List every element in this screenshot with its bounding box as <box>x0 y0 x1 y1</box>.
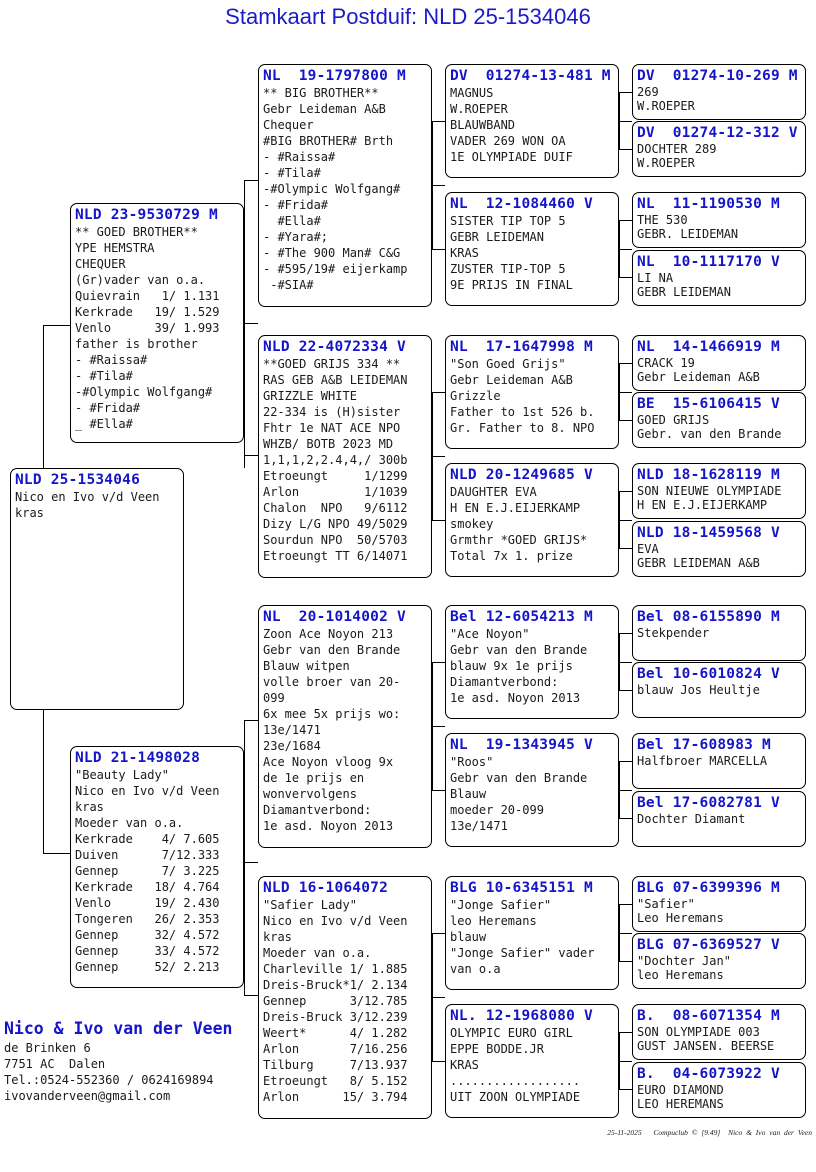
great-grandparent-card[interactable] <box>445 192 619 306</box>
ring-number: NLD 25-1534046 <box>15 472 141 488</box>
pigeon-info-line: Moeder van o.a. <box>75 816 184 830</box>
pigeon-info-line: Nico en Ivo v/d Veen <box>263 914 408 928</box>
pigeon-info-line: .................. <box>450 1074 581 1088</box>
connector-line <box>619 92 632 93</box>
pigeon-info-line: GEBR. LEIDEMAN <box>637 227 739 241</box>
pigeon-info-line: "Jonge Safier" <box>450 898 552 912</box>
pigeon-info-line: 13e/1471 <box>450 819 508 833</box>
pigeon-info-line: DAUGHTER EVA <box>450 485 537 499</box>
connector-line <box>619 363 620 420</box>
connector-line <box>43 710 44 853</box>
pigeon-info-line: Venlo 39/ 1.993 <box>75 321 220 335</box>
pigeon-info-line: DOCHTER 289 <box>637 142 717 156</box>
connector-line <box>619 818 632 819</box>
pigeon-info-line: "Ace Noyon" <box>450 627 530 641</box>
pigeon-info-line: father is brother <box>75 337 198 351</box>
pigeon-info-line: Grizzle <box>450 389 501 403</box>
connector-line <box>619 690 632 691</box>
great-great-grandparent-card[interactable] <box>632 392 806 448</box>
connector-line <box>432 392 445 393</box>
connector-line <box>619 392 632 393</box>
pigeon-info-line: EPPE BODDE.JR <box>450 1042 544 1056</box>
pigeon-info-line: - #Raissa# <box>263 150 336 164</box>
connector-line <box>432 726 445 727</box>
great-grandparent-card[interactable] <box>445 463 619 577</box>
ring-number: NL 14-1466919 M <box>637 339 780 355</box>
pigeon-info-line: Arlon 15/ 3.794 <box>263 1090 408 1104</box>
pigeon-info-line: leo Heremans <box>637 968 724 982</box>
pigeon-info-line: KRAS <box>450 246 479 260</box>
footer-software: Compuclub © [9.49] <box>653 1128 721 1137</box>
pigeon-info-line: Gennep 32/ 4.572 <box>75 928 220 942</box>
pigeon-info-line: ZUSTER TIP-TOP 5 <box>450 262 566 276</box>
pigeon-info-line: Tongeren 26/ 2.353 <box>75 912 220 926</box>
connector-line <box>432 662 433 790</box>
pigeon-info-line: kras <box>15 506 44 520</box>
pigeon-info-line: 22-334 is (H)sister <box>263 405 401 419</box>
ring-number: Bel 17-6082781 V <box>637 795 780 811</box>
ring-number: BLG 10-6345151 M <box>450 880 593 896</box>
connector-line <box>432 997 445 998</box>
pigeon-info-line: - #595/19# eijerkamp <box>263 262 408 276</box>
pigeon-info-line: Gennep 7/ 3.225 <box>75 864 220 878</box>
great-grandparent-card[interactable] <box>445 335 619 449</box>
pigeon-info-line: "Roos" <box>450 755 494 769</box>
pigeon-info-line: Nico en Ivo v/d Veen <box>15 490 160 504</box>
great-grandparent-card[interactable] <box>445 876 619 990</box>
pigeon-info-line: Moeder van o.a. <box>263 946 372 960</box>
pigeon-info-line: Diamantverbond: <box>450 675 559 689</box>
connector-line <box>432 121 433 249</box>
pigeon-info-line: 1e asd. Noyon 2013 <box>263 819 394 833</box>
connector-line <box>244 862 258 863</box>
pigeon-info-line: OLYMPIC EURO GIRL <box>450 1026 573 1040</box>
footer-date: 25-11-2025 <box>607 1128 642 1137</box>
ring-number: NLD 22-4072334 V <box>263 339 406 355</box>
ring-number: NL 20-1014002 V <box>263 609 406 625</box>
ring-number: NLD 21-1498028 <box>75 750 201 766</box>
pigeon-info-line: Venlo 19/ 2.430 <box>75 896 220 910</box>
connector-line <box>619 420 632 421</box>
great-grandparent-card[interactable] <box>445 605 619 719</box>
connector-line <box>244 323 258 324</box>
ring-number: DV 01274-10-269 M <box>637 68 798 84</box>
page-title: Stamkaart Postduif: NLD 25-1534046 <box>225 4 591 29</box>
pigeon-info-line: wonvervolgens <box>263 787 357 801</box>
connector-line <box>432 1061 445 1062</box>
ring-number: DV 01274-13-481 M <box>450 68 611 84</box>
pigeon-info-line: GEBR LEIDEMAN A&B <box>637 556 760 570</box>
pigeon-info-line: Gebr Leideman A&B <box>637 370 760 384</box>
pigeon-info-line: VADER 269 WON OA <box>450 134 566 148</box>
owner-email[interactable]: ivovanderveen@gmail.com <box>4 1089 171 1103</box>
ring-number: Bel 08-6155890 M <box>637 609 780 625</box>
pigeon-info-line: Dreis-Bruck*1/ 2.134 <box>263 978 408 992</box>
pigeon-info-line: GEBR LEIDEMAN <box>637 285 731 299</box>
connector-line <box>619 662 632 663</box>
pigeon-info-line: Dizy L/G NPO 49/5029 <box>263 517 408 531</box>
owner-name: Nico & Ivo van der Veen <box>4 1019 233 1038</box>
footer <box>607 1128 812 1137</box>
pigeon-info-line: ** BIG BROTHER** <box>263 86 379 100</box>
great-great-grandparent-card[interactable] <box>632 662 806 718</box>
great-great-grandparent-card[interactable] <box>632 933 806 989</box>
ring-number: NLD 16-1064072 <box>263 880 389 896</box>
connector-line <box>619 1089 632 1090</box>
connector-line <box>619 761 620 818</box>
great-great-grandparent-card[interactable] <box>632 733 806 789</box>
pigeon-info-line: KRAS <box>450 1058 479 1072</box>
pigeon-info-line: de 1e prijs en <box>263 771 365 785</box>
connector-line <box>244 995 258 996</box>
pigeon-info-line: 1,1,1,2,2.4,4,/ 300b <box>263 453 408 467</box>
connector-line <box>619 548 632 549</box>
pigeon-info-line: van o.a <box>450 962 501 976</box>
pigeon-info-line: - #Yara#; <box>263 230 329 244</box>
ring-number: BLG 07-6369527 V <box>637 937 780 953</box>
pigeon-info-line: -#Olympic Wolfgang# <box>263 182 401 196</box>
grandparent-card[interactable] <box>258 64 432 307</box>
pigeon-info-line: Gebr. van den Brande <box>637 427 782 441</box>
ring-number: Bel 10-6010824 V <box>637 666 780 682</box>
pigeon-info-line: Etroeungt 8/ 5.152 <box>263 1074 408 1088</box>
ring-number: BE 15-6106415 V <box>637 396 780 412</box>
great-great-grandparent-card[interactable] <box>632 250 806 306</box>
pigeon-info-line: CHEQUER <box>75 257 126 271</box>
pigeon-info-line: #Ella# <box>263 214 321 228</box>
pigeon-info-line: Tilburg 7/13.937 <box>263 1058 408 1072</box>
ring-number: NL. 12-1968080 V <box>450 1008 593 1024</box>
ring-number: NLD 18-1628119 M <box>637 467 780 483</box>
owner-phone: Tel.:0524-552360 / 0624169894 <box>4 1073 214 1087</box>
pigeon-info-line: "Safier" <box>637 897 695 911</box>
pigeon-info-line: W.ROEPER <box>450 102 508 116</box>
great-great-grandparent-card[interactable] <box>632 521 806 577</box>
pigeon-info-line: Nico en Ivo v/d Veen <box>75 784 220 798</box>
pigeon-info-line: MAGNUS <box>450 86 494 100</box>
pigeon-info-line: Blauw witpen <box>263 659 350 673</box>
pigeon-info-line: "Dochter Jan" <box>637 954 731 968</box>
pigeon-info-line: BLAUWBAND <box>450 118 516 132</box>
ring-number: NL 19-1343945 V <box>450 737 593 753</box>
great-great-grandparent-card[interactable] <box>632 1004 806 1060</box>
pigeon-info-line: Kerkrade 19/ 1.529 <box>75 305 220 319</box>
connector-line <box>244 720 245 995</box>
pigeon-info-line: Gr. Father to 8. NPO <box>450 421 595 435</box>
ring-number: NL 19-1797800 M <box>263 68 406 84</box>
grandparent-card[interactable] <box>258 605 432 848</box>
ring-number: NLD 18-1459568 V <box>637 525 780 541</box>
pigeon-info-line: YPE HEMSTRA <box>75 241 155 255</box>
pigeon-info-line: LEO HEREMANS <box>637 1097 724 1111</box>
pigeon-info-line: SON OLYMPIADE 003 <box>637 1025 760 1039</box>
great-great-grandparent-card[interactable] <box>632 605 806 661</box>
connector-line <box>619 904 620 961</box>
connector-line <box>43 853 70 854</box>
pigeon-info-line: Weert* 4/ 1.282 <box>263 1026 408 1040</box>
great-grandparent-card[interactable] <box>445 733 619 847</box>
pigeon-info-line: (Gr)vader van o.a. <box>75 273 206 287</box>
pigeon-info-line: blauw 9x 1e prijs <box>450 659 573 673</box>
great-grandparent-card[interactable] <box>445 64 619 178</box>
connector-line <box>619 761 632 762</box>
pigeon-info-line: WHZB/ BOTB 2023 MD <box>263 437 394 451</box>
pigeon-info-line: Blauw <box>450 787 487 801</box>
great-great-grandparent-card[interactable] <box>632 463 806 519</box>
pigeon-info-line: Leo Heremans <box>637 911 724 925</box>
pigeon-info-line: #BIG BROTHER# Brth <box>263 134 394 148</box>
pigeon-info-line: kras <box>263 930 292 944</box>
ring-number: NL 12-1084460 V <box>450 196 593 212</box>
connector-line <box>619 491 632 492</box>
ring-number: NL 17-1647998 M <box>450 339 593 355</box>
pigeon-info-line: LI NA <box>637 271 674 285</box>
pigeon-info-line: Diamantverbond: <box>263 803 372 817</box>
pigeon-info-line: EVA <box>637 542 659 556</box>
pigeon-info-line: "Beauty Lady" <box>75 768 169 782</box>
connector-line <box>432 456 445 457</box>
footer-owner: Nico & Ivo van der Veen <box>728 1128 812 1137</box>
owner-info <box>4 1018 232 1104</box>
pigeon-info-line: smokey <box>450 517 494 531</box>
owner-address: de Brinken 6 <box>4 1041 91 1055</box>
pigeon-info-line: moeder 20-099 <box>450 803 544 817</box>
connector-line <box>619 220 632 221</box>
pigeon-info-line: Gebr van den Brande <box>450 643 588 657</box>
pigeon-info-line: Fhtr 1e NAT ACE NPO <box>263 421 401 435</box>
pigeon-info-line: Gennep 52/ 2.213 <box>75 960 220 974</box>
pigeon-info-line: Dreis-Bruck 3/12.239 <box>263 1010 408 1024</box>
connector-line <box>619 790 632 791</box>
pigeon-info-line: GUST JANSEN. BEERSE <box>637 1039 775 1053</box>
pigeon-info-line: Gennep 3/12.785 <box>263 994 408 1008</box>
pigeon-info-line: UIT ZOON OLYMPIADE <box>450 1090 581 1104</box>
pigeon-info-line: kras <box>75 800 104 814</box>
pigeon-info-line: Sourdun NPO 50/5703 <box>263 533 408 547</box>
pigeon-info-line: ** GOED BROTHER** <box>75 225 198 239</box>
connector-line <box>432 933 433 1061</box>
ring-number: NL 11-1190530 M <box>637 196 780 212</box>
connector-line <box>244 180 245 456</box>
pigeon-info-line: Father to 1st 526 b. <box>450 405 595 419</box>
connector-line <box>244 180 258 181</box>
pigeon-info-line: 23e/1684 <box>263 739 321 753</box>
connector-line <box>619 363 632 364</box>
pigeon-info-line: volle broer van 20- <box>263 675 401 689</box>
ring-number: B. 08-6071354 M <box>637 1008 780 1024</box>
pigeon-info-line: Ace Noyon vloog 9x <box>263 755 394 769</box>
pigeon-info-line: RAS GEB A&B LEIDEMAN <box>263 373 408 387</box>
pigeon-info-line: blauw <box>450 930 487 944</box>
pigeon-info-line: Gebr Leideman A&B <box>450 373 573 387</box>
pigeon-info-line: - #Frida# <box>263 198 329 212</box>
pigeon-info-line: Dochter Diamant <box>637 812 746 826</box>
pigeon-info-line: SISTER TIP TOP 5 <box>450 214 566 228</box>
father-card[interactable] <box>70 203 244 443</box>
pigeon-info-line: Etroeungt 1/1299 <box>263 469 408 483</box>
pigeon-info-line: blauw Jos Heultje <box>637 683 760 697</box>
pigeon-info-line: _ #Ella# <box>75 417 133 431</box>
pigeon-info-line: Kerkrade 18/ 4.764 <box>75 880 220 894</box>
great-great-grandparent-card[interactable] <box>632 64 806 120</box>
pigeon-info-line: W.ROEPER <box>637 99 695 113</box>
ring-number: NLD 20-1249685 V <box>450 467 593 483</box>
pigeon-info-line: Chequer <box>263 118 314 132</box>
connector-line <box>244 455 258 456</box>
pigeon-info-line: Zoon Ace Noyon 213 <box>263 627 394 641</box>
pigeon-info-line: Kerkrade 4/ 7.605 <box>75 832 220 846</box>
connector-line <box>432 392 433 520</box>
connector-line <box>43 325 70 326</box>
pigeon-info-line: "Son Goed Grijs" <box>450 357 566 371</box>
pigeon-info-line: Total 7x 1. prize <box>450 549 573 563</box>
great-great-grandparent-card[interactable] <box>632 791 806 847</box>
connector-line <box>619 92 620 149</box>
grandparent-card[interactable] <box>258 335 432 578</box>
connector-line <box>619 933 632 934</box>
ring-number: NL 10-1117170 V <box>637 254 780 270</box>
pigeon-info-line: Gebr van den Brande <box>263 643 401 657</box>
pigeon-info-line: THE 530 <box>637 213 688 227</box>
pigeon-info-line: W.ROEPER <box>637 156 695 170</box>
connector-line <box>619 961 632 962</box>
connector-line <box>619 149 632 150</box>
connector-line <box>43 325 44 469</box>
pigeon-info-line: H EN E.J.EIJERKAMP <box>450 501 581 515</box>
pigeon-info-line: Quievrain 1/ 1.131 <box>75 289 220 303</box>
pigeon-info-line: EURO DIAMOND <box>637 1083 724 1097</box>
pigeon-info-line: - #Tila# <box>263 166 321 180</box>
pigeon-info-line: - #The 900 Man# C&G <box>263 246 401 260</box>
pigeon-info-line: SON NIEUWE OLYMPIADE <box>637 484 782 498</box>
ring-number: BLG 07-6399396 M <box>637 880 780 896</box>
great-great-grandparent-card[interactable] <box>632 335 806 391</box>
pigeon-info-line: Stekpender <box>637 626 710 640</box>
great-great-grandparent-card[interactable] <box>632 192 806 248</box>
connector-line <box>432 662 445 663</box>
connector-line <box>619 1061 632 1062</box>
pigeon-info-line: Gebr van den Brande <box>450 771 588 785</box>
ring-number: Bel 17-608983 M <box>637 737 771 753</box>
pigeon-info-line: - #Frida# <box>75 401 141 415</box>
connector-line <box>244 720 258 721</box>
pigeon-info-line: - #Raissa# <box>75 353 148 367</box>
great-grandparent-card[interactable] <box>445 1004 619 1118</box>
pigeon-info-line: Chalon NPO 9/6112 <box>263 501 408 515</box>
pigeon-info-line: Duiven 7/12.333 <box>75 848 220 862</box>
connector-line <box>619 277 632 278</box>
pigeon-info-line: -#SIA# <box>263 278 314 292</box>
pigeon-info-line: 13e/1471 <box>263 723 321 737</box>
connector-line <box>619 220 620 277</box>
pigeon-info-line: 9E PRIJS IN FINAL <box>450 278 573 292</box>
pigeon-info-line: 1e asd. Noyon 2013 <box>450 691 581 705</box>
connector-line <box>619 520 632 521</box>
pigeon-info-line: "Safier Lady" <box>263 898 357 912</box>
ring-number: B. 04-6073922 V <box>637 1066 780 1082</box>
pigeon-info-line: - #Tila# <box>75 369 133 383</box>
pigeon-info-line: CRACK 19 <box>637 356 695 370</box>
connector-line <box>432 933 445 934</box>
pigeon-info-line: **GOED GRIJS 334 ** <box>263 357 401 371</box>
grandparent-card[interactable] <box>258 876 432 1119</box>
pigeon-info-line: "Jonge Safier" vader <box>450 946 595 960</box>
pigeon-info-line: 099 <box>263 691 285 705</box>
connector-line <box>619 633 620 690</box>
pigeon-info-line: Arlon 7/16.256 <box>263 1042 408 1056</box>
connector-line <box>619 633 632 634</box>
connector-line <box>432 520 445 521</box>
pigeon-info-line: leo Heremans <box>450 914 537 928</box>
connector-line <box>432 249 445 250</box>
pigeon-info-line: Arlon 1/1039 <box>263 485 408 499</box>
pigeon-info-line: Charleville 1/ 1.885 <box>263 962 408 976</box>
pigeon-info-line: H EN E.J.EIJERKAMP <box>637 498 768 512</box>
pigeon-info-line: 6x mee 5x prijs wo: <box>263 707 401 721</box>
pigeon-info-line: 1E OLYMPIADE DUIF <box>450 150 573 164</box>
great-great-grandparent-card[interactable] <box>632 1062 806 1118</box>
pigeon-info-line: GOED GRIJS <box>637 413 710 427</box>
owner-city: 7751 AC Dalen <box>4 1057 106 1071</box>
pigeon-card[interactable] <box>10 468 184 710</box>
connector-line <box>432 185 445 186</box>
pigeon-info-line: GRIZZLE WHITE <box>263 389 357 403</box>
connector-line <box>432 790 445 791</box>
pigeon-info-line: 269 <box>637 85 659 99</box>
connector-line <box>619 121 632 122</box>
pigeon-info-line: Gebr Leideman A&B <box>263 102 386 116</box>
connector-line <box>619 1032 620 1089</box>
ring-number: Bel 12-6054213 M <box>450 609 593 625</box>
connector-line <box>619 904 632 905</box>
great-great-grandparent-card[interactable] <box>632 876 806 932</box>
connector-line <box>619 491 620 548</box>
pigeon-info-line: Gennep 33/ 4.572 <box>75 944 220 958</box>
connector-line <box>619 1032 632 1033</box>
pigeon-info-line: -#Olympic Wolfgang# <box>75 385 213 399</box>
pigeon-info-line: GEBR LEIDEMAN <box>450 230 544 244</box>
ring-number: DV 01274-12-312 V <box>637 125 798 141</box>
pigeon-info-line: Halfbroer MARCELLA <box>637 754 768 768</box>
connector-line <box>619 249 632 250</box>
great-great-grandparent-card[interactable] <box>632 121 806 177</box>
connector-line <box>432 121 445 122</box>
pigeon-info-line: Etroeungt TT 6/14071 <box>263 549 408 563</box>
pigeon-info-line: Grmthr *GOED GRIJS* <box>450 533 588 547</box>
ring-number: NLD 23-9530729 M <box>75 207 218 223</box>
mother-card[interactable] <box>70 746 244 988</box>
